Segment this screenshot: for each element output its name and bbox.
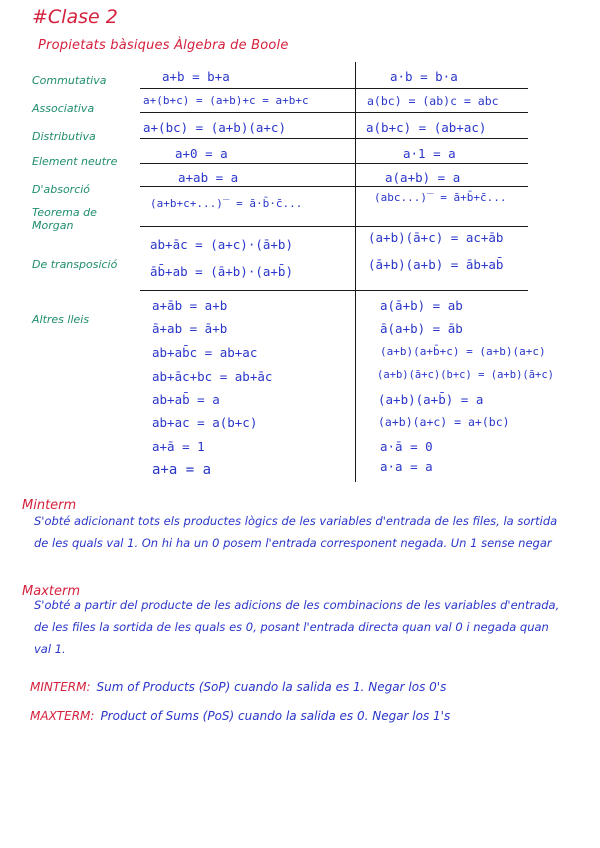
- right-altres-4: (a+b)(a+b̄) = a: [378, 392, 484, 407]
- right-associativa: a(bc) = (ab)c = abc: [367, 94, 499, 108]
- right-altres-1: ā(a+b) = āb: [380, 321, 463, 336]
- right-commutativa: a·b = b·a: [390, 69, 458, 84]
- label-element-neutre: Element neutre: [32, 155, 118, 168]
- maxterm-summary: [30, 709, 450, 723]
- minterm-heading: Minterm: [22, 498, 77, 513]
- left-altres-4: ab+ab̄ = a: [152, 392, 220, 407]
- left-associativa: a+(b+c) = (a+b)+c = a+b+c: [143, 94, 309, 107]
- left-altres-7: a+a = a: [152, 462, 212, 478]
- right-altres-3: (a+b)(ā+c)(b+c) = (a+b)(ā+c): [377, 369, 555, 381]
- right-transposicio-2: (ā+b)(a+b) = āb+ab̄: [368, 257, 504, 272]
- label-morgan: Teorema de Morgan: [32, 206, 97, 232]
- maxterm-summary-key: MAXTERM:: [30, 709, 95, 723]
- page-title: #Clase 2: [32, 6, 118, 28]
- left-distributiva: a+(bc) = (a+b)(a+c): [143, 120, 286, 135]
- label-associativa: Associativa: [32, 102, 95, 115]
- label-altres: Altres lleis: [32, 313, 90, 326]
- left-absorcio: a+ab = a: [178, 170, 239, 185]
- left-transposicio-1: ab+āc = (a+c)·(ā+b): [150, 237, 293, 252]
- minterm-summary: [30, 680, 446, 694]
- row-rule: [140, 138, 528, 139]
- left-transposicio-2: āb̄+ab = (ā+b)·(a+b̄): [150, 264, 293, 279]
- left-altres-1: ā+ab = ā+b: [152, 321, 228, 336]
- right-altres-5: (a+b)(a+c) = a+(bc): [378, 415, 510, 429]
- left-neutre: a+0 = a: [175, 146, 228, 161]
- row-rule: [140, 112, 528, 113]
- label-transposicio: De transposició: [32, 258, 118, 271]
- maxterm-summary-text: Product of Sums (PoS) cuando la salida es 0. Negar los 1's: [100, 709, 451, 723]
- label-commutativa: Commutativa: [32, 74, 107, 87]
- left-morgan: (a+b+c+...)‾ = ā·b̄·c̄...: [150, 197, 303, 210]
- left-altres-0: a+āb = a+b: [152, 298, 228, 313]
- left-altres-6: a+ā = 1: [152, 439, 205, 454]
- left-altres-2: ab+ab̄c = ab+ac: [152, 345, 258, 360]
- minterm-text: S'obté adicionant tots els productes lògics de les variables d'entrada de les files, la sortida de les quals val 1. On hi ha un 0 posem l'entrada corresponent negada. Un 1 sense negar: [34, 514, 558, 550]
- right-altres-0: a(ā+b) = ab: [380, 298, 463, 313]
- row-rule: [140, 88, 528, 89]
- right-morgan: (abc...)‾ = ā+b̄+c̄...: [374, 191, 507, 204]
- left-altres-5: ab+ac = a(b+c): [152, 415, 258, 430]
- minterm-summary-key: MINTERM:: [30, 680, 91, 694]
- right-altres-2: (a+b)(a+b̄+c) = (a+b)(a+c): [380, 345, 546, 358]
- maxterm-text: S'obté a partir del producte de les adicions de les combinacions de les variables d'entrada, de les files la sortida de les quals es 0, posant l'entrada directa quan val 0 i negada quan val 1.: [34, 598, 560, 656]
- right-absorcio: a(a+b) = a: [385, 170, 461, 185]
- label-absorcio: D'absorció: [32, 183, 91, 196]
- minterm-summary-text: Sum of Products (SoP) cuando la salida es 1. Negar los 0's: [96, 680, 447, 694]
- right-altres-6: a·ā = 0: [380, 439, 433, 454]
- left-commutativa: a+b = b+a: [162, 69, 230, 84]
- right-altres-7: a·a = a: [380, 459, 433, 474]
- left-altres-3: ab+āc+bc = ab+āc: [152, 369, 273, 384]
- right-neutre: a·1 = a: [403, 146, 456, 161]
- row-rule: [140, 290, 528, 291]
- row-rule: [140, 186, 528, 187]
- page-subtitle: Propietats bàsiques Àlgebra de Boole: [38, 38, 289, 53]
- label-distributiva: Distributiva: [32, 130, 96, 143]
- right-distributiva: a(b+c) = (ab+ac): [366, 120, 487, 135]
- right-transposicio-1: (a+b)(ā+c) = ac+āb: [368, 230, 504, 245]
- maxterm-heading: Maxterm: [22, 584, 80, 599]
- row-rule: [140, 163, 528, 164]
- table-divider: [355, 62, 356, 482]
- row-rule: [140, 226, 528, 227]
